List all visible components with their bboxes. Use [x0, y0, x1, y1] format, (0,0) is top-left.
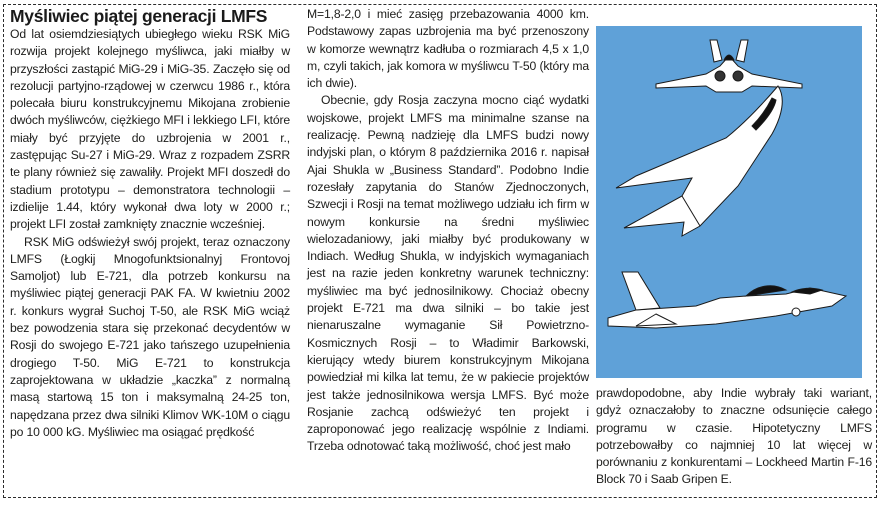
paragraph: Od lat osiemdziesiątych ubiegłego wieku RSK MiG rozwija projekt kolejnego myśliwca, jaki miałby w przyszłości zastąpić MiG-29 i MiG-35. Zaczęło się od rezolucji partyjno-rządowej w czerwcu 1986 r., która polecała biuru konstrukcyjnemu Mikojana zrobienie dwóch myśliwców, ciężkiego MFI i lekkiego LFI, które miały być przyjęte do uzbrojenia w 2001 r., zastępując Su-27 i MiG-29. Wraz z rozpadem ZSRR te plany również się zawaliły. Projekt MFI doszedł do stadium prototypu – demonstratora technologii – izdielije 1.44, który wykonał dwa loty w 2000 r.; projekt LFI został zamknięty znacznie wcześniej. — [10, 27, 290, 232]
column-1 — [10, 6, 290, 441]
top-view-aircraft — [616, 86, 782, 236]
paragraph: prawdopodobne, aby Indie wybrały taki wariant, gdyż oznaczałoby to znaczne odsunięcie całego programu w czasie. Hipotetyczny LMFS potrzebowałby co najmniej 10 lat więcej w porównaniu z konkurentami – Lockheed Martin F-16 Block 70 i Saab Gripen E. — [596, 386, 872, 487]
column-3 — [596, 385, 872, 489]
paragraph: M=1,8-2,0 i mieć zasięg przebazowania 4000 km. Podstawowy zapas uzbrojenia ma być przenoszony w komorze wewnątrz kadłuba o rozmiarach 4,5 x 1,0 m, czyli takich, jak komora w myśliwcu T-50 (który ma ich dwie). — [307, 7, 589, 91]
column-2 — [307, 6, 589, 456]
paragraph: Obecnie, gdy Rosja zaczyna mocno ciąć wydatki wojskowe, projekt LMFS ma minimalne szanse na realizację. Pewną nadzieję dla LMFS budzi nowy indyjski plan, o którym 8 października 2016 r. napisał Ajai Shukla w „Business Standard”. Podobno Indie rozesłały zapytania do Stanów Zjednoczonych, Szwecji i Rosji na temat możliwego udziału ich firm w nowym konkursie na średni myśliwiec wielozadaniowy, jaki miałby być produkowany w Indiach. Według Shukla, w indyjskich wymaganiach jest na razie jeden konkretny warunek techniczny: myśliwiec ma być jednosilnikowy. Chociaż obecny projekt E-721 ma dwa silniki – bo takie jest nienaruszalne wymaganie Sił Powietrzno-Kosmicznych Rosji – to Władimir Barkowski, kierujący wtedy biurem konstrukcyjnym Mikojana powiedział mi kilka lat temu, że w pakiecie projektów jest także jednosilnikowa wersja LMFS. Być może Rosjanie zachcą odświeżyć ten projekt i zaproponować jego realizację wspólnie z Indiami. Trzeba odnotować taką możliwość, choć jest mało — [307, 93, 589, 454]
aircraft-illustration — [596, 26, 862, 378]
paragraph: RSK MiG odświeżył swój projekt, teraz oznaczony LMFS (Łogkij Mnogofunktsionalnyj Frontovoj Samoljot) lub E-721, dla potrzeb konkursu na myśliwiec piątej generacji PAK FA. W kwietniu 2002 r. konkurs wygrał Suchoj T-50, ale RSK MiG wciąż bez powodzenia stara się przekonać decydentów w Rosji do swojego E-721 jako tańszego uzupełnienia drogiego T-50. MiG E-721 to konstrukcja zaprojektowana w układzie „kaczka” z normalną masą startową 15 ton i maksymalną 24-25 ton, napędzana przez dwa silniki Klimov WK-10M o ciągu po 10 000 kG. Myśliwiec ma osiągać prędkość — [10, 234, 290, 439]
article-title: Myśliwiec piątej generacji LMFS — [10, 6, 268, 26]
front-view-aircraft — [656, 40, 802, 92]
side-view-aircraft — [608, 272, 846, 328]
